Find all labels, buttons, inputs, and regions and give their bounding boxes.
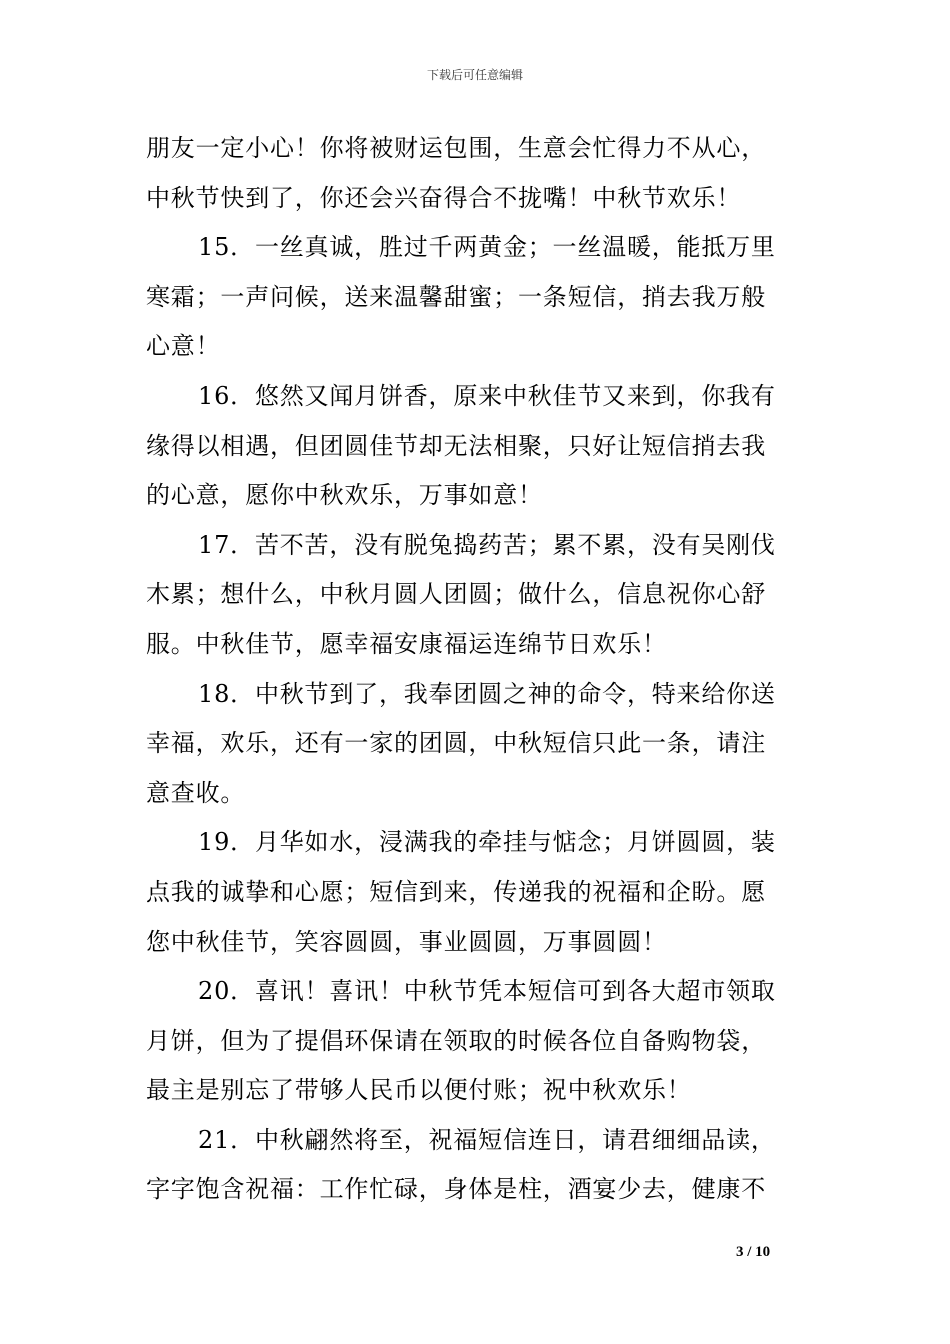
text-line: 21．中秋翩然将至，祝福短信连日，请君细细品读， xyxy=(198,1125,776,1154)
text-line: 您中秋佳节，笑容圆圆，事业圆圆，万事圆圆！ xyxy=(146,927,667,956)
text-line: 字字饱含祝福：工作忙碌，身体是柱，酒宴少去，健康不 xyxy=(146,1175,766,1204)
text-line: 木累；想什么，中秋月圆人团圆；做什么，信息祝你心舒 xyxy=(146,580,766,609)
text-line: 服。中秋佳节，愿幸福安康福运连绵节日欢乐！ xyxy=(146,629,667,658)
text-line: 中秋节快到了，你还会兴奋得合不拢嘴！中秋节欢乐！ xyxy=(146,183,742,212)
document-body xyxy=(146,124,806,1215)
text-line: 幸福，欢乐，还有一家的团圆，中秋短信只此一条，请注 xyxy=(146,729,766,758)
page-header: 下载后可任意编辑 xyxy=(426,68,523,82)
text-line: 的心意，愿你中秋欢乐，万事如意！ xyxy=(146,481,543,510)
text-line: 缘得以相遇，但团圆佳节却无法相聚，只好让短信捎去我 xyxy=(146,431,766,460)
text-line: 16．悠然又闻月饼香，原来中秋佳节又来到，你我有 xyxy=(198,381,776,410)
text-line: 朋友一定小心！你将被财运包围，生意会忙得力不从心， xyxy=(146,134,766,162)
text-line: 19．月华如水，浸满我的牵挂与惦念；月饼圆圆，装 xyxy=(198,828,776,857)
page-number: 3 / 10 xyxy=(736,1244,771,1260)
text-line: 最主是别忘了带够人民币以便付账；祝中秋欢乐！ xyxy=(146,1076,692,1105)
text-line: 寒霜；一声问候，送来温馨甜蜜；一条短信，捎去我万般 xyxy=(146,282,766,311)
text-line: 15．一丝真诚，胜过千两黄金；一丝温暖，能抵万里 xyxy=(198,233,776,262)
text-line: 20．喜讯！喜讯！中秋节凭本短信可到各大超市领取 xyxy=(198,977,776,1006)
text-line: 17．苦不苦，没有脱兔捣药苦；累不累，没有吴刚伐 xyxy=(198,530,776,559)
text-line: 点我的诚挚和心愿；短信到来，传递我的祝福和企盼。愿 xyxy=(146,877,766,906)
text-line: 心意！ xyxy=(146,332,221,361)
text-line: 月饼，但为了提倡环保请在领取的时候各位自备购物袋， xyxy=(146,1026,766,1055)
text-line: 18．中秋节到了，我奉团圆之神的命令，特来给你送 xyxy=(198,679,776,708)
text-line: 意查收。 xyxy=(146,778,246,807)
